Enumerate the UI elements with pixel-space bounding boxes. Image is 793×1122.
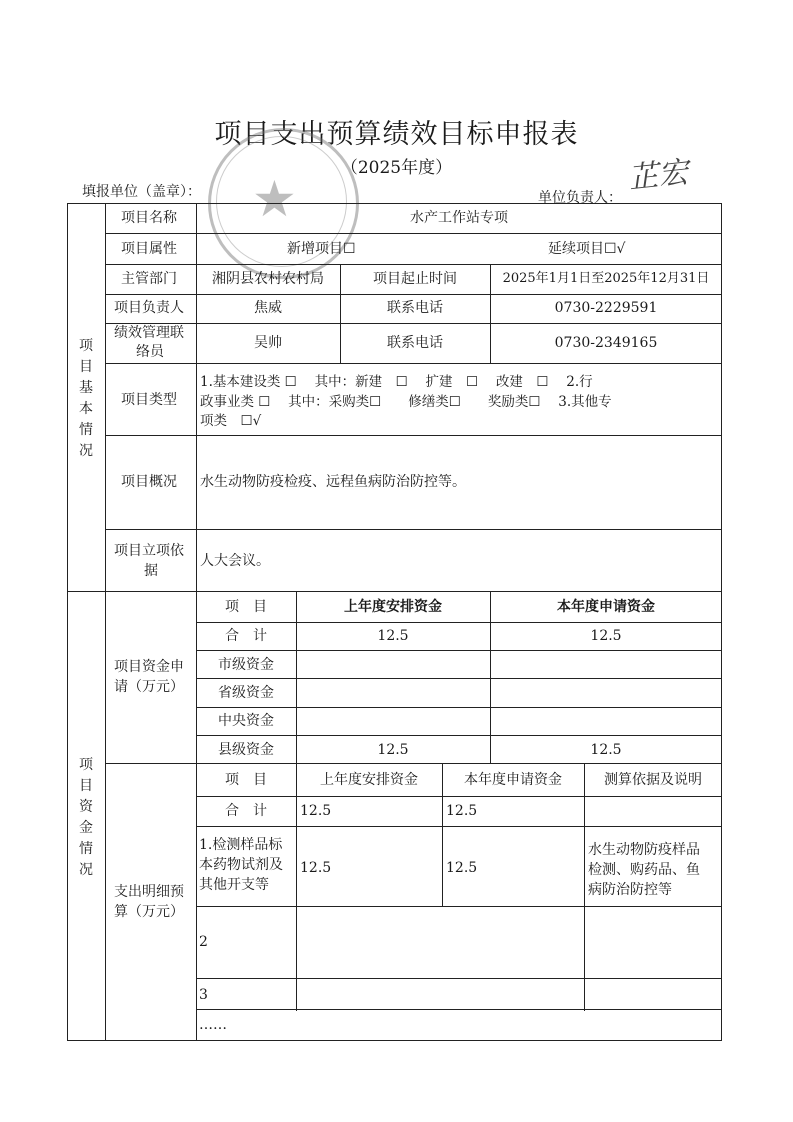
fund-col-item: 项 目 [225, 599, 267, 615]
leader-value: 焦威 [254, 300, 282, 316]
detail-row1-note-line2: 检测、购药品、鱼 [588, 862, 700, 878]
detail-label-line2: 算（万元） [114, 904, 184, 920]
detail-row1-item-line3: 其他开支等 [199, 877, 269, 893]
fill-unit-label: 填报单位（盖章）： [82, 184, 201, 200]
detail-total-item: 合 计 [225, 803, 267, 819]
contact-value: 吴帅 [254, 335, 282, 351]
project-type-line1: 1.基本建设类 ☐ 其中：新建 ☐ 扩建 ☐ 改建 ☐ 2.行 [200, 374, 593, 390]
fund-apply-label-line1: 项目资金申 [114, 659, 184, 675]
detail-row1-note-line1: 水生动物防疫样品 [588, 842, 700, 858]
basis-value: 人大会议。 [200, 553, 270, 569]
fund-row-this: 12.5 [590, 742, 622, 758]
phone-value-1: 0730-2229591 [554, 300, 658, 316]
detail-label-line1: 支出明细预 [114, 884, 184, 900]
attr-new-option: 新增项目☐ [287, 241, 356, 257]
detail-row1-item-line2: 本药物试剂及 [199, 857, 283, 873]
detail-col-item: 项 目 [225, 772, 267, 788]
fund-row-item: 市级资金 [218, 657, 274, 673]
dept-value: 湘阴县农村农村局 [212, 271, 324, 287]
fund-row-last: 12.5 [377, 742, 409, 758]
fund-row-this: 12.5 [590, 628, 622, 644]
project-name-label: 项目名称 [121, 210, 177, 226]
overview-label: 项目概况 [121, 474, 177, 490]
detail-row4-item: …… [199, 1017, 227, 1033]
basis-label-line2: 据 [144, 563, 158, 579]
detail-row1-note-line3: 病防治防控等 [588, 882, 672, 898]
page-subtitle: （2025年度） [340, 158, 453, 178]
page-title: 项目支出预算绩效目标申报表 [214, 119, 579, 150]
project-type-line2: 政事业类 ☐ 其中：采购类☐ 修缮类☐ 奖励类☐ 3.其他专 [200, 394, 612, 410]
fund-col-this: 本年度申请资金 [557, 599, 655, 615]
project-name-value: 水产工作站专项 [410, 210, 508, 226]
fund-col-last: 上年度安排资金 [344, 599, 442, 615]
detail-total-this: 12.5 [446, 803, 478, 819]
detail-col-note: 测算依据及说明 [604, 772, 702, 788]
project-type-label: 项目类型 [121, 392, 177, 408]
phone-label-1: 联系电话 [387, 300, 443, 316]
fund-row-item: 中央资金 [218, 713, 274, 729]
detail-col-this: 本年度申请资金 [464, 772, 562, 788]
detail-col-last: 上年度安排资金 [320, 772, 418, 788]
responsible-label: 单位负责人： [538, 190, 622, 206]
dept-label: 主管部门 [121, 271, 177, 287]
section-basic-label: 项目基本情况 [79, 338, 93, 459]
detail-row1-this: 12.5 [446, 860, 478, 876]
fund-row-last: 12.5 [377, 628, 409, 644]
fund-row-item: 省级资金 [218, 685, 274, 701]
overview-value: 水生动物防疫检疫、远程鱼病防治防控等。 [200, 474, 466, 490]
seal-star-icon: ★ [252, 170, 297, 228]
fund-row-item: 县级资金 [218, 742, 274, 758]
signature: 芷宏 [626, 154, 691, 197]
fund-apply-label-line2: 请（万元） [114, 679, 184, 695]
detail-row3-item: 3 [199, 987, 208, 1003]
contact-label-line2: 络员 [136, 344, 164, 360]
detail-total-last: 12.5 [300, 803, 332, 819]
project-attr-label: 项目属性 [121, 241, 177, 257]
section-funds-label: 项目资金情况 [79, 757, 93, 878]
basis-label-line1: 项目立项依 [114, 543, 184, 559]
detail-row1-last: 12.5 [300, 860, 332, 876]
leader-label: 项目负责人 [114, 300, 184, 316]
fund-row-item: 合 计 [225, 628, 267, 644]
contact-label-line1: 绩效管理联 [114, 325, 184, 341]
project-type-line3: 项类 ☐√ [200, 413, 262, 429]
detail-row2-item: 2 [199, 934, 208, 950]
period-label: 项目起止时间 [373, 271, 457, 287]
phone-label-2: 联系电话 [387, 335, 443, 351]
phone-value-2: 0730-2349165 [554, 335, 658, 351]
period-value: 2025年1月1日至2025年12月31日 [502, 271, 710, 286]
attr-continue-option: 延续项目☐√ [548, 241, 626, 257]
detail-row1-item-line1: 1.检测样品标 [199, 837, 283, 853]
